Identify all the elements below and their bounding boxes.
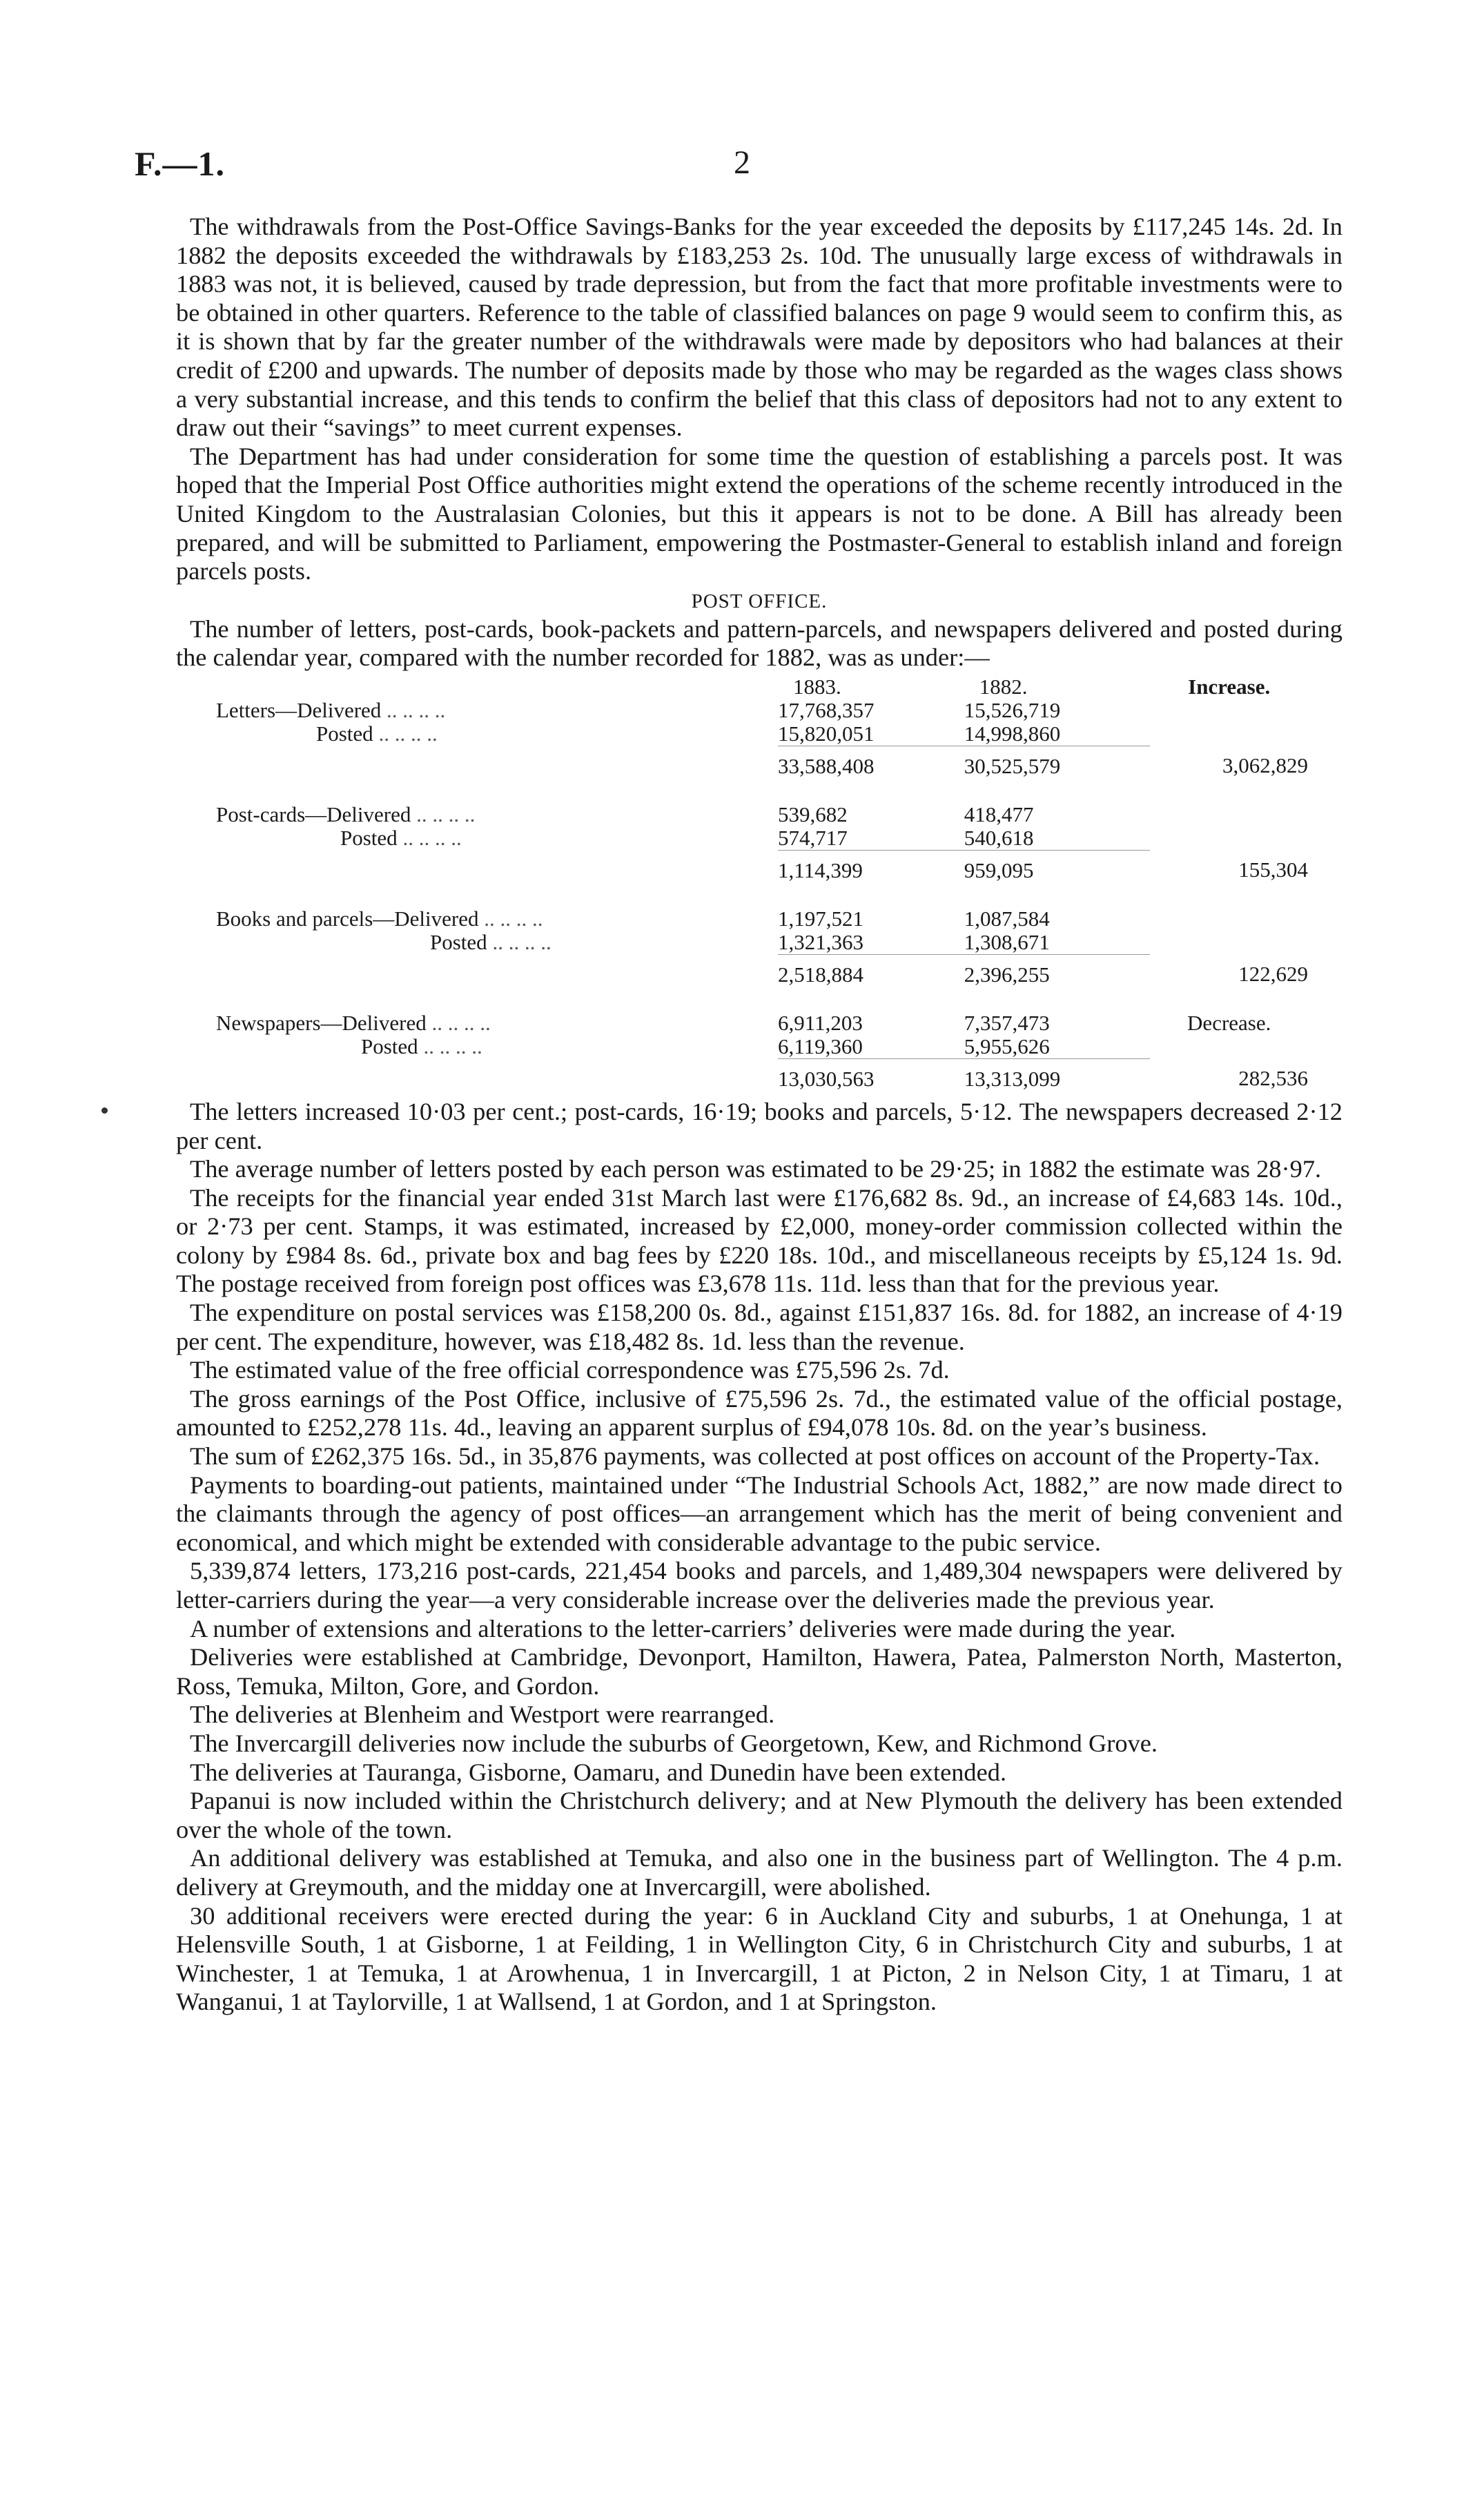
cell-value: 6,911,203 [778, 1010, 863, 1035]
cell-value: 15,526,719 [964, 697, 1061, 722]
paragraph: The average number of letters posted by each person was estimated to be 29·25; in 1882 the estimate was 28·97. [190, 1155, 1322, 1183]
paragraph: Deliveries were established at Cambridge, Devonport, Hamilton, Hawera, Patea, Palmerston North, Masterton, Ross, Temuka, Milton, Gore, and Gordon. [176, 1643, 1343, 1700]
page-body [176, 213, 1343, 2017]
cell-total: 2,396,255 [964, 954, 1151, 987]
paragraph: 5,339,874 letters, 173,216 post-cards, 221,454 books and parcels, and 1,489,304 newspapers were delivered by letter-carriers during the year—a very considerable increase over the deliveries made the previous year. [176, 1557, 1343, 1613]
cell-total: 13,030,563 [778, 1058, 964, 1091]
table-total-row [216, 1058, 1343, 1091]
cell-total: 1,114,399 [778, 850, 964, 882]
cell-value: 1,197,521 [778, 906, 863, 931]
paragraph: The estimated value of the free official correspondence was £75,596 2s. 7d. [190, 1356, 950, 1384]
cell-value: 14,998,860 [964, 721, 1061, 746]
table-total-row [216, 954, 1343, 987]
table-total-row [216, 850, 1343, 882]
table-intro: The number of letters, post-cards, book-packets and pattern-parcels, and newspapers delivered and posted during the calendar year, compared with the number recorded for 1882, was as under:— [176, 614, 1343, 672]
cell-value: 418,477 [964, 802, 1034, 826]
paragraph: The sum of £262,375 16s. 5d., in 35,876 payments, was collected at post offices on account of the Property-Tax. [190, 1442, 1320, 1471]
row-label: Newspapers—Delivered [216, 1010, 427, 1035]
paragraph: 30 additional receivers were erected during the year: 6 in Auckland City and suburbs, 1 at Onehunga, 1 at Helensville South, 1 at Gisborne, 1 at Feilding, 1 in Wellington City, 6 in Christchurch City and suburbs, 1 at Winchester, 1 at Temuka, 1 at Arowhenua, 1 in Invercargill, 1 at Picton, 2 in Nelson City, 1 at Timaru, 1 at Wanganui, 1 at Taylorville, 1 at Wallsend, 1 at Gordon, and 1 at Springston. [176, 1901, 1343, 2016]
page-number: 2 [734, 144, 750, 181]
table-row: Posted .. .. .. .. 6,119,360 5,955,626 [216, 1035, 1343, 1059]
cell-value: 1,321,363 [778, 929, 863, 954]
cell-value: 1,308,671 [964, 929, 1050, 954]
cell-change: 122,629 [1238, 962, 1308, 987]
row-label: Letters—Delivered [216, 697, 382, 722]
table-row: Post-cards—Delivered .. .. .. .. 539,682 418,477 [216, 803, 1343, 826]
cell-value: 540,618 [964, 825, 1034, 850]
column-increase: Increase. [1188, 674, 1271, 699]
cell-value: 539,682 [778, 802, 848, 826]
cell-total: 2,518,884 [778, 954, 964, 987]
table-row: Posted .. .. .. .. 574,717 540,618 [216, 826, 1343, 851]
paragraph-parcels-post: The Department has had under consideration for some time the question of establishing a parcels post. It was hoped that the Imperial Post Office authorities might extend the operations of the scheme recently introduced in the United Kingdom to the Australasian Colonies, but this it appears is not to be done. A Bill has already been prepared, and will be submitted to Parliament, empowering the Postmaster-General to establish inland and foreign parcels posts. [176, 442, 1343, 585]
cell-value: 6,119,360 [778, 1034, 863, 1058]
row-label: Posted [361, 1034, 418, 1058]
mail-statistics-table [216, 675, 1343, 1091]
table-total-row [216, 746, 1343, 778]
cell-change: 3,062,829 [1222, 753, 1308, 778]
table-row: Letters—Delivered .. .. .. .. 17,768,357 15,526,719 [216, 699, 1343, 722]
margin-mark [101, 1107, 108, 1114]
paragraph: Payments to boarding-out patients, maintained under “The Industrial Schools Act, 1882,” are now made direct to the claimants through the agency of post offices—an arrangement which has the merit of being convenient and economical, and which might be extended with considerable advantage to the pubic service. [176, 1471, 1343, 1556]
document-reference: F.—1. [135, 144, 225, 183]
paragraph: The deliveries at Tauranga, Gisborne, Oamaru, and Dunedin have been extended. [190, 1758, 1007, 1786]
paragraph: The receipts for the financial year ended 31st March last were £176,682 8s. 9d., an increase of £4,683 14s. 10d., or 2·73 per cent. Stamps, it was estimated, increased by £2,000, money-order commission collected within the colony by £984 8s. 6d., private box and bag fees by £220 18s. 10d., and miscellaneous receipts by £5,124 1s. 9d. The postage received from foreign post offices was £3,678 11s. 11d. less than that for the previous year. [176, 1183, 1343, 1298]
cell-change: 282,536 [1238, 1066, 1308, 1091]
cell-value: 7,357,473 [964, 1010, 1050, 1035]
paragraph: Papanui is now included within the Christchurch delivery; and at New Plymouth the delivery has been extended over the whole of the town. [176, 1787, 1343, 1843]
table-header-row [216, 675, 1343, 699]
cell-value: 5,955,626 [964, 1034, 1050, 1058]
cell-value: 574,717 [778, 825, 848, 850]
column-1883: 1883. [793, 674, 841, 699]
row-label: Posted [430, 929, 487, 954]
row-label: Posted [316, 721, 373, 746]
section-heading: POST OFFICE. [691, 590, 828, 612]
table-row: Books and parcels—Delivered .. .. .. .. 1,197,521 1,087,584 [216, 907, 1343, 931]
paragraph: An additional delivery was established at Temuka, and also one in the business part of Wellington. The 4 p.m. delivery at Greymouth, and the midday one at Invercargill, were abolished. [176, 1844, 1343, 1901]
cell-value: 17,768,357 [778, 697, 875, 722]
paragraph: The letters increased 10·03 per cent.; post-cards, 16·19; books and parcels, 5·12. The newspapers decreased 2·12 per cent. [176, 1097, 1343, 1154]
cell-value: 15,820,051 [778, 721, 875, 746]
page-header [135, 144, 1349, 192]
paragraph: The expenditure on postal services was £158,200 0s. 8d., against £151,837 16s. 8d. for 1882, an increase of 4·19 per cent. The expenditure, however, was £18,482 8s. 1d. less than the revenue. [176, 1299, 1343, 1355]
row-label: Posted [340, 825, 398, 850]
paragraph: The deliveries at Blenheim and Westport were rearranged. [190, 1700, 775, 1729]
cell-total: 30,525,579 [964, 746, 1151, 778]
row-label: Post-cards—Delivered [216, 802, 411, 826]
cell-change: 155,304 [1238, 857, 1308, 882]
paragraph: A number of extensions and alterations to the letter-carriers’ deliveries were made during the year. [190, 1614, 1176, 1642]
cell-value: 1,087,584 [964, 906, 1050, 931]
paragraph: The gross earnings of the Post Office, inclusive of £75,596 2s. 7d., the estimated value of the official postage, amounted to £252,278 11s. 4d., leaving an apparent surplus of £94,078 10s. 8d. on the year’s business. [176, 1384, 1343, 1442]
cell-total: 33,588,408 [778, 746, 964, 778]
column-1882: 1882. [979, 674, 1028, 699]
decrease-label: Decrease. [1187, 1010, 1271, 1035]
row-label: Books and parcels—Delivered [216, 906, 479, 931]
table-row: Posted .. .. .. .. 15,820,051 14,998,860 [216, 722, 1343, 746]
table-row: Posted .. .. .. .. 1,321,363 1,308,671 [216, 931, 1343, 955]
cell-total: 13,313,099 [964, 1058, 1151, 1091]
paragraph-savings-banks: The withdrawals from the Post-Office Savings-Banks for the year exceeded the deposits by £117,245 14s. 2d. In 1882 the deposits exceeded the withdrawals by £183,253 2s. 10d. The unusually large excess of withdrawals in 1883 was not, it is believed, caused by trade depression, but from the fact that more profitable investments were to be obtained in other quarters. Reference to the table of classified balances on page 9 would seem to confirm this, as it is shown that by far the greater number of the withdrawals were made by depositors who had balances at their credit of £200 and upwards. The number of deposits made by those who may be regarded as the wages class shows a very substantial increase, and this tends to confirm the belief that this class of depositors had not to any extent to draw out their “savings” to meet current expenses. [176, 213, 1343, 442]
paragraph: The Invercargill deliveries now include the suburbs of Georgetown, Kew, and Richmond Grove. [190, 1729, 1158, 1757]
table-row: Newspapers—Delivered .. .. .. .. 6,911,203 7,357,473 Decrease. [216, 1011, 1343, 1035]
cell-total: 959,095 [964, 850, 1151, 882]
